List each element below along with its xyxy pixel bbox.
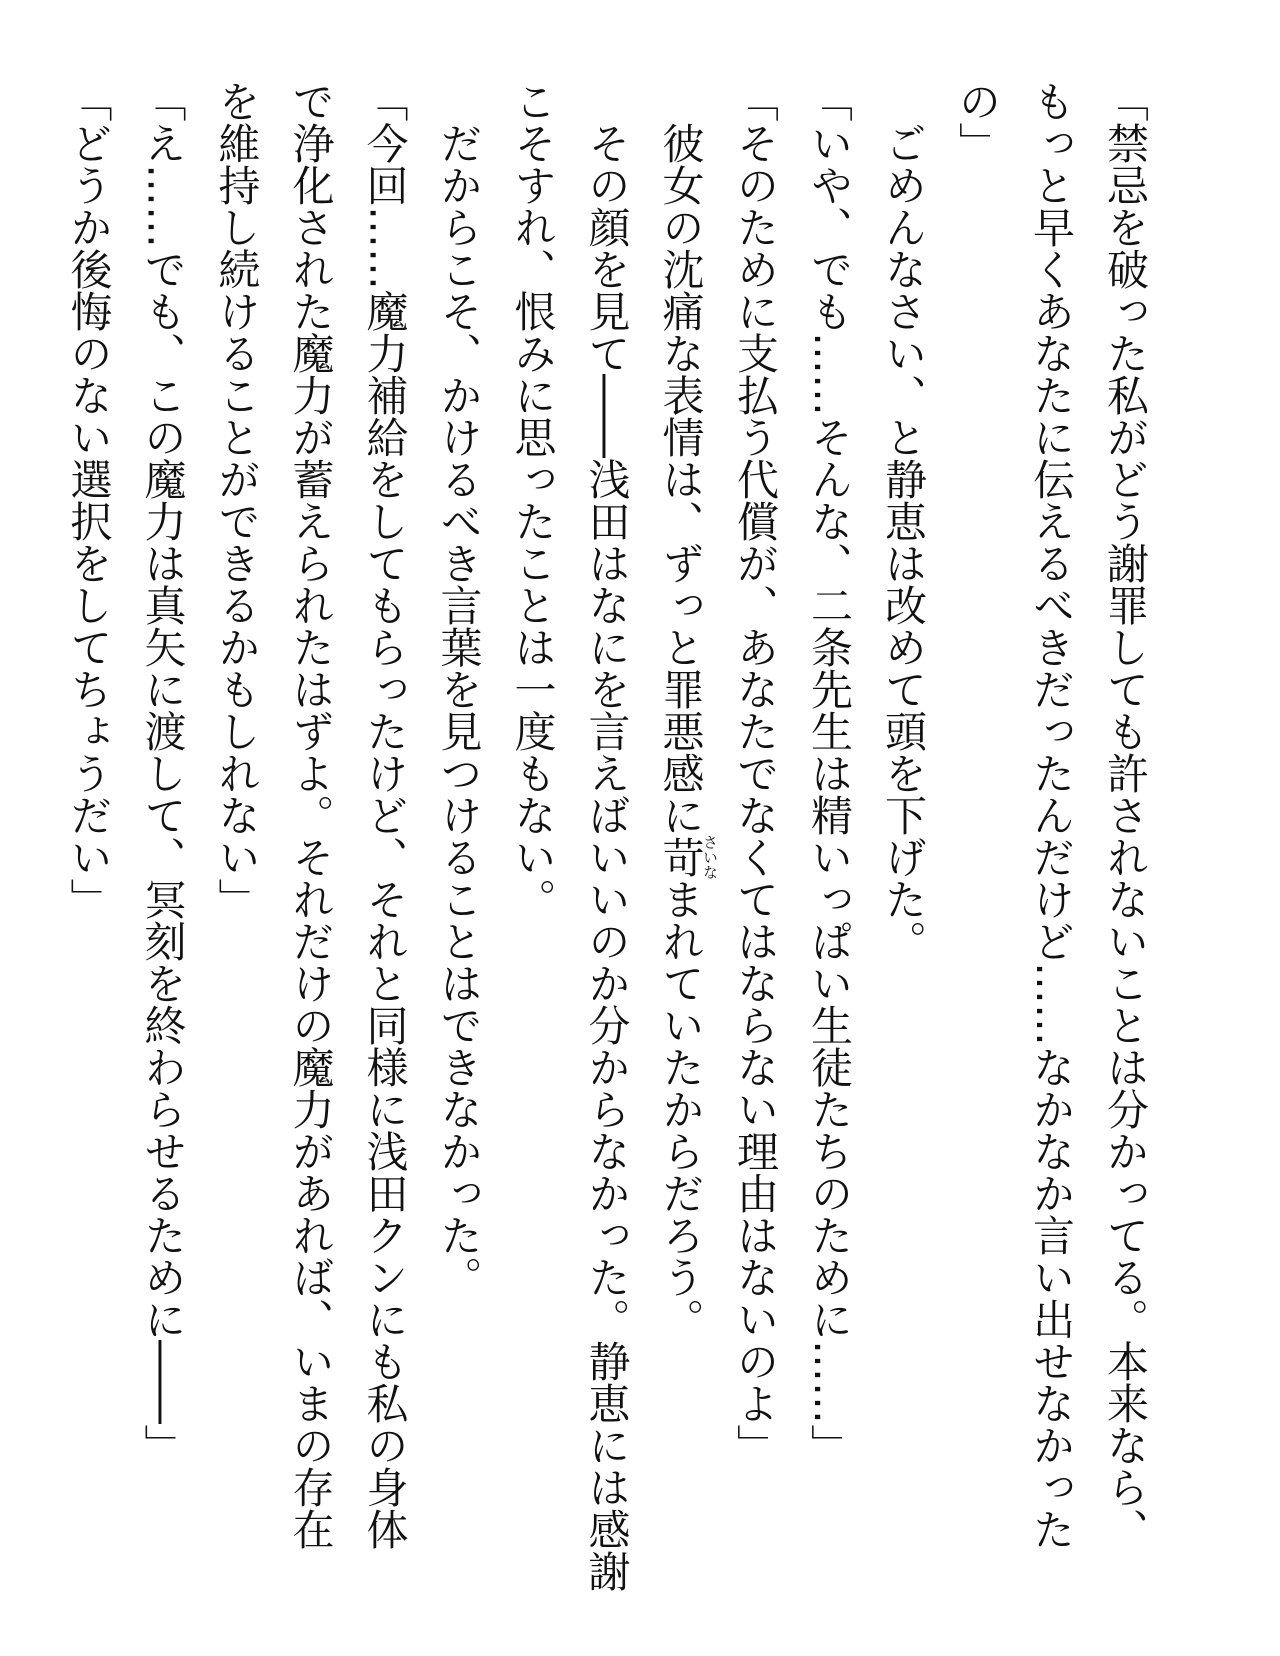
text-line-11: 「今回……魔力補給をしてもらったけど、それと同様に浅田クンにも私の身体	[360, 80, 410, 1550]
text-line-7-after: まれていたからだろう。	[656, 878, 706, 1340]
text-line-7	[644, 80, 719, 1580]
text-line-8: その顔を見て――浅田はなにを言えばいいのか分からなかった。静恵には感謝	[582, 80, 632, 1592]
text-line-2: もっと早くあなたに伝えるべきだったんだけど……なかなか言い出せなかった	[1027, 80, 1076, 1550]
text-line-15: 「どうか後悔のない選択をしてちょうだい」	[64, 80, 114, 920]
text-line-10: だからこそ、かけるべき言葉を見つけることはできなかった。	[434, 80, 484, 1298]
text-line-6: 「そのために支払う代償が、あなたでなくてはならない理由はないのよ」	[731, 80, 780, 1466]
ruby-word	[656, 834, 719, 880]
text-line-1: 「禁忌を破った私がどう謝罪しても許されないことは分かってる。本来なら、	[1101, 80, 1150, 1550]
ruby-base: 苛	[656, 834, 706, 880]
vertical-text-block	[52, 80, 1163, 1592]
text-line-5: 「いや、でも……そんな、二条先生は精いっぱい生徒たちのために……」	[805, 80, 854, 1466]
text-line-9: こそすれ、恨みに思ったことは一度もない。	[508, 80, 558, 920]
text-line-14: 「え……でも、この魔力は真矢に渡して、冥刻を終わらせるために――」	[138, 80, 188, 1466]
text-line-4: ごめんなさい、と静恵は改めて頭を下げた。	[879, 80, 928, 962]
text-line-3: の」	[953, 80, 1002, 164]
ruby-reading: さいな	[701, 834, 719, 880]
text-line-12: で浄化された魔力が蓄えられたはずよ。それだけの魔力があれば、いまの存在	[286, 80, 336, 1550]
text-line-13: を維持し続けることができるかもしれない」	[212, 80, 262, 920]
text-line-7-before: 彼女の沈痛な表情は、ずっと罪悪感に	[656, 80, 706, 836]
